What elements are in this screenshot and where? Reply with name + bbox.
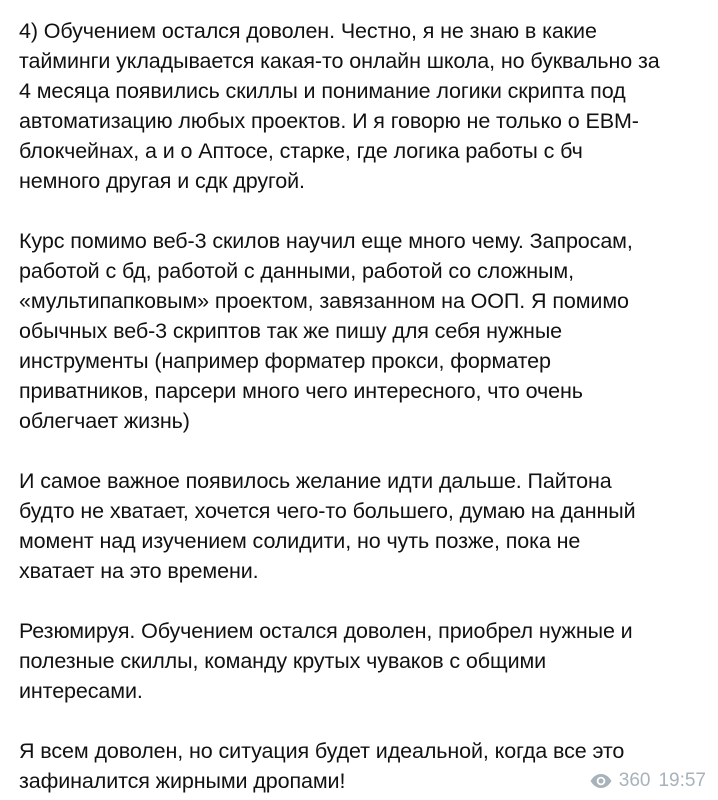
message-paragraph-2 bbox=[19, 226, 708, 436]
message-line: Курс помимо веб-3 скилов научил еще много чему. Запросам, bbox=[19, 229, 633, 253]
views-counter bbox=[589, 770, 651, 792]
message-line: обычных веб-3 скриптов так же пишу для себя нужные bbox=[19, 319, 563, 343]
message-line: зафиналится жирными дропами! bbox=[19, 769, 346, 793]
message-line: Резюмируя. Обучением остался доволен, приобрел нужные и bbox=[19, 619, 633, 643]
message-line: инструменты (например форматер прокси, форматер bbox=[19, 349, 551, 373]
message-line: интересами. bbox=[19, 679, 143, 703]
paragraph-spacer bbox=[19, 706, 708, 736]
message-line: немного другая и сдк другой. bbox=[19, 169, 305, 193]
message-line: автоматизацию любых проектов. И я говорю не только о EBM- bbox=[19, 109, 639, 133]
message-line: работой с бд, работой с данными, работой со сложным, bbox=[19, 259, 574, 283]
paragraph-spacer bbox=[19, 436, 708, 466]
paragraph-spacer bbox=[19, 196, 708, 226]
message-line: хватает на это времени. bbox=[19, 559, 259, 583]
message-meta bbox=[589, 770, 706, 792]
message-line: момент над изучением солидити, но чуть позже, пока не bbox=[19, 529, 581, 553]
message-paragraph-3 bbox=[19, 466, 708, 586]
message-line: приватников, парсери много чего интересного, что очень bbox=[19, 379, 583, 403]
message-line: облегчает жизнь) bbox=[19, 409, 190, 433]
message-line: 4) Обучением остался доволен. Честно, я не знаю в какие bbox=[19, 19, 597, 43]
message-time: 19:57 bbox=[658, 770, 706, 791]
views-count: 360 bbox=[618, 770, 651, 791]
message-line: Я всем доволен, но ситуация будет идеальной, когда все это bbox=[19, 739, 625, 763]
message-line: полезные скиллы, команду крутых чуваков с общими bbox=[19, 649, 547, 673]
message-paragraph-1 bbox=[19, 16, 708, 196]
message-paragraph-4 bbox=[19, 616, 708, 706]
message-line: 4 месяца появились скиллы и понимание логики скрипта под bbox=[19, 79, 626, 103]
message-line: тайминги укладывается какая-то онлайн школа, но буквально за bbox=[19, 49, 660, 73]
eye-icon bbox=[589, 773, 613, 789]
message-line: И самое важное появилось желание идти дальше. Пайтона bbox=[19, 469, 612, 493]
message-line: блокчейнах, а и о Аптосе, старке, где логика работы с бч bbox=[19, 139, 583, 163]
message-line: «мультипапковым» проектом, завязанном на ООП. Я помимо bbox=[19, 289, 629, 313]
paragraph-spacer bbox=[19, 586, 708, 616]
message-line: будто не хватает, хочется чего-то большего, думаю на данный bbox=[19, 499, 636, 523]
